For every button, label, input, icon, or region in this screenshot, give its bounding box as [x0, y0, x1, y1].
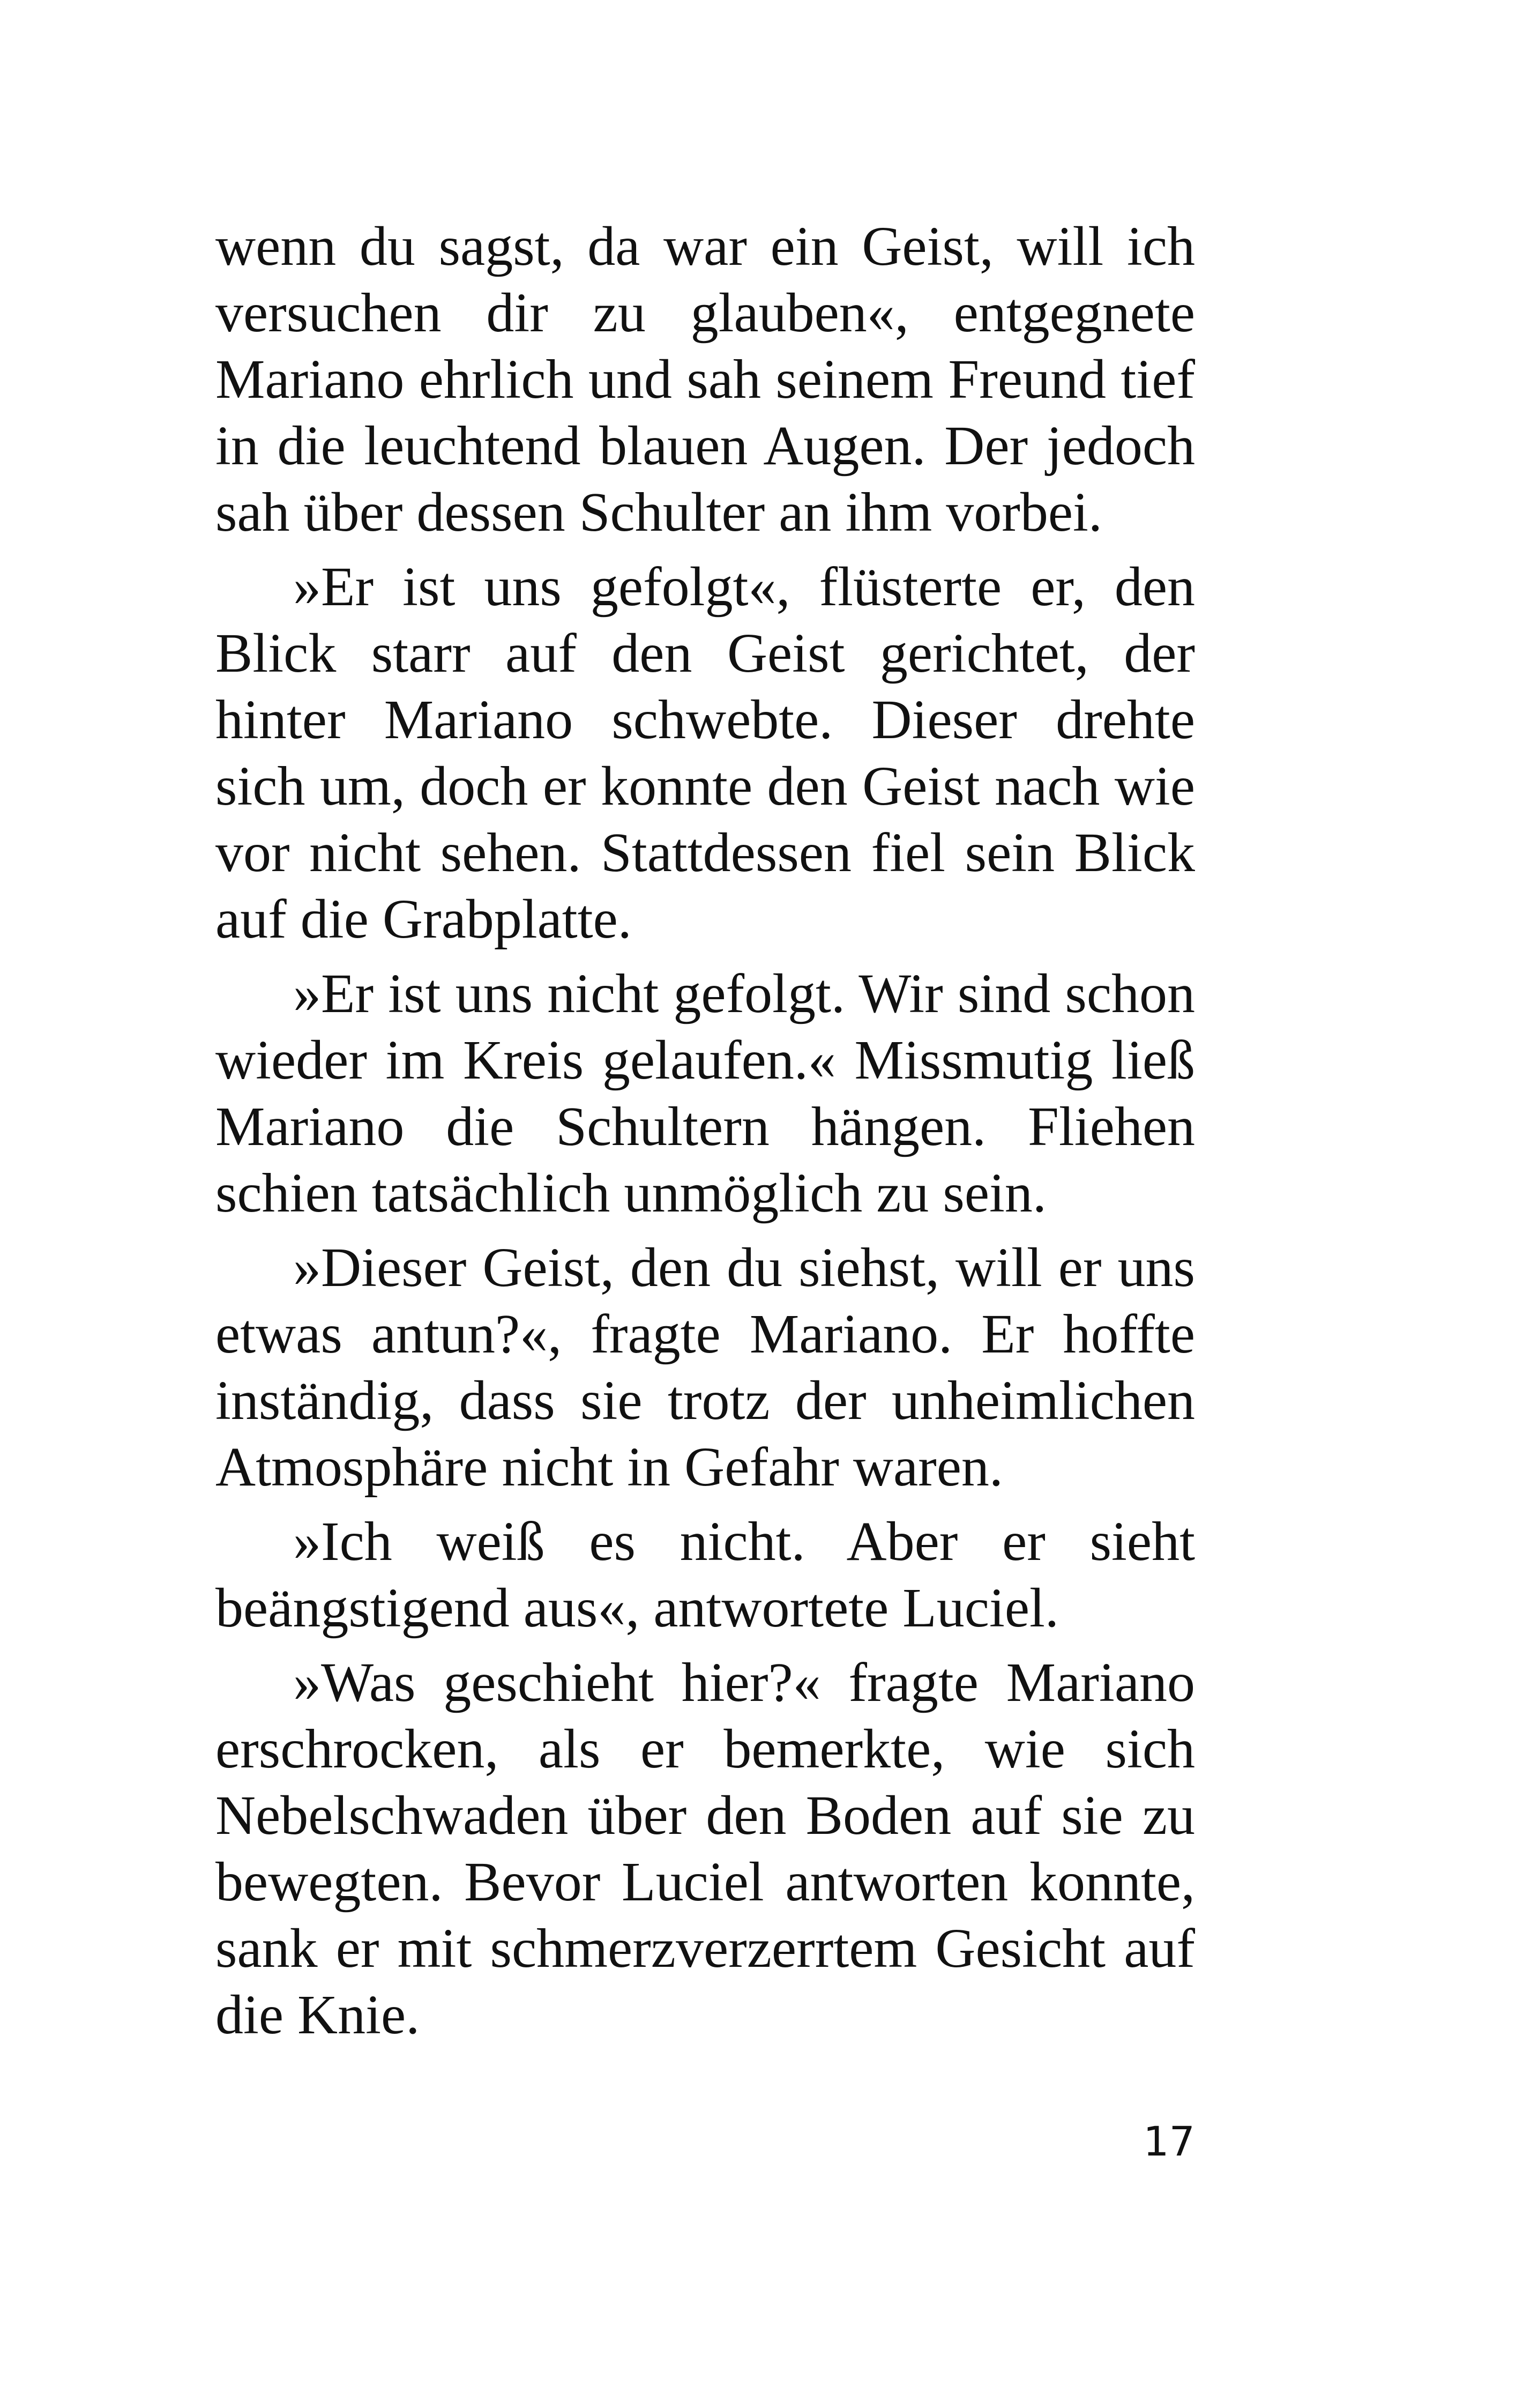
body-text: [215, 213, 1195, 2056]
paragraph-4: »Dieser Geist, den du siehst, will er uns etwas antun?«, fragte Mariano. Er hoffte inständig, dass sie trotz der unheimlichen Atmosphäre nicht in Gefahr waren.: [215, 1237, 1195, 1498]
paragraph-1: wenn du sagst, da war ein Geist, will ich versuchen dir zu glauben«, entgegnete Mariano ehrlich und sah seinem Freund tief in die leuchtend blauen Augen. Der jedoch sah über dessen Schulter an ihm vorbei.: [215, 215, 1195, 543]
paragraph-3: »Er ist uns nicht gefolgt. Wir sind schon wieder im Kreis gelaufen.« Missmutig ließ Mariano die Schultern hängen. Fliehen schien tatsächlich unmöglich zu sein.: [215, 963, 1195, 1224]
page-number: 17: [1143, 2117, 1195, 2165]
paragraph-2: »Er ist uns gefolgt«, flüsterte er, den Blick starr auf den Geist gerichtet, der hinter Mariano schwebte. Dieser drehte sich um, doch er konnte den Geist nach wie vor nicht sehen. Stattdessen fiel sein Blick auf die Grabplatte.: [215, 556, 1195, 950]
paragraph-5: »Ich weiß es nicht. Aber er sieht beängstigend aus«, antwortete Luciel.: [215, 1511, 1195, 1639]
paragraph-6: »Was geschieht hier?« fragte Mariano erschrocken, als er bemerkte, wie sich Nebelschwaden über den Boden auf sie zu bewegten. Bevor Luciel antworten konnte, sank er mit schmerzverzerrtem Gesicht auf die Knie.: [215, 1652, 1195, 2046]
